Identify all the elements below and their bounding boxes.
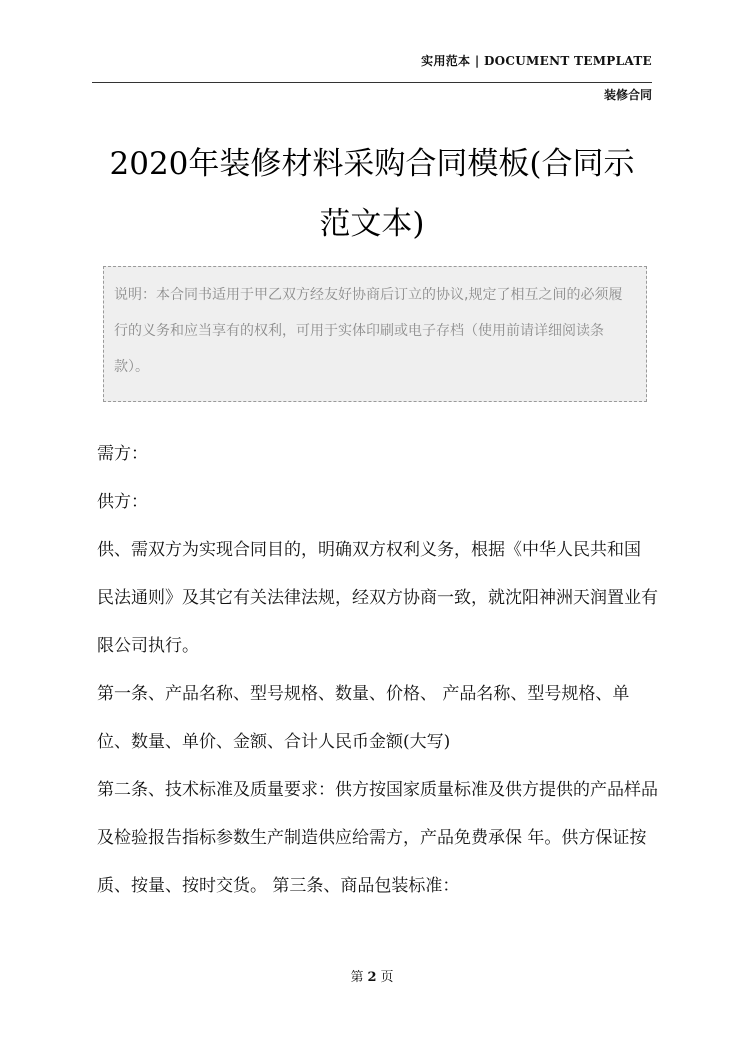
header-divider xyxy=(92,82,652,83)
page-suffix: 页 xyxy=(380,970,394,985)
document-brand-header: 实用范本 | DOCUMENT TEMPLATE xyxy=(421,54,652,68)
contract-body xyxy=(97,430,662,910)
seller-line: 供方： xyxy=(97,492,148,512)
usage-note-box: 说明：本合同书适用于甲乙双方经友好协商后订立的协议,规定了相互之间的必须履行的义务和应当享有的权利，可用于实体印刷或电子存档（使用前请详细阅读条款）。 xyxy=(103,266,647,402)
document-title: 2020年装修材料采购合同模板(合同示范文本) xyxy=(109,146,635,242)
article-2-paragraph: 第二条、技术标准及质量要求：供方按国家质量标准及供方提供的产品样品及检验报告指标参数生产制造供应给需方，产品免费承保 年。供方保证按质、按量、按时交货。 第三条、商品包装标准： xyxy=(97,780,658,896)
article-1-paragraph: 第一条、产品名称、型号规格、数量、价格、 产品名称、型号规格、单位、数量、单价、金额、合计人民币金额(大写) xyxy=(97,684,630,752)
page-number: 2 xyxy=(367,970,377,985)
page-footer xyxy=(0,966,744,985)
document-category-label: 装修合同 xyxy=(603,88,652,102)
page-prefix: 第 xyxy=(350,970,364,985)
intro-paragraph: 供、需双方为实现合同目的，明确双方权利义务，根据《中华人民共和国 民法通则》及其它有关法律法规，经双方协商一致，就沈阳神洲天润置业有限公司执行。 xyxy=(97,540,658,656)
buyer-line: 需方： xyxy=(97,444,148,464)
